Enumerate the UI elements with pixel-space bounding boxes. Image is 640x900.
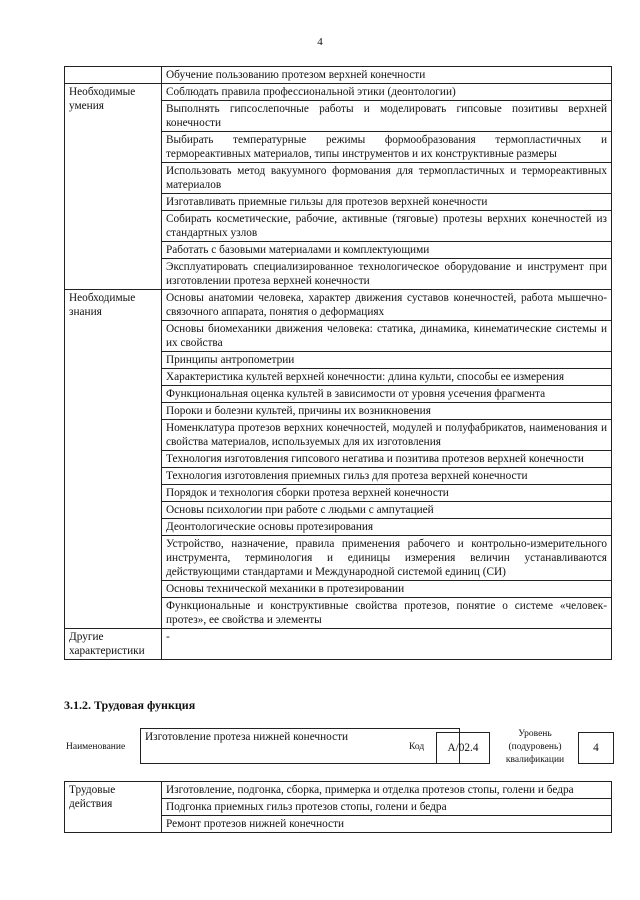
- table-row: [65, 290, 612, 321]
- table-cell: Устройство, назначение, правила применения рабочего и контрольно-измерительного инструмента, терминология и единицы измерения величин устанавливаются действующими стандартами и Международной системой единиц (СИ): [162, 536, 612, 581]
- table-row: [65, 782, 612, 799]
- table-cell: Порядок и технология сборки протеза верхней конечности: [162, 485, 612, 502]
- table-cell: Основы анатомии человека, характер движения суставов конечностей, работа мышечно-связочного аппарата, понятия о деформациях: [162, 290, 612, 321]
- requirements-table: [64, 66, 612, 660]
- table-cell: Соблюдать правила профессиональной этики (деонтологии): [162, 84, 612, 101]
- code-label: Код: [409, 742, 425, 752]
- table-cell: Работать с базовыми материалами и комплектующими: [162, 242, 612, 259]
- table-cell: Основы технической механики в протезировании: [162, 581, 612, 598]
- row-group-label: Другие характеристики: [65, 629, 162, 660]
- table-cell: Пороки и болезни культей, причины их возникновения: [162, 403, 612, 420]
- table-cell: Выбирать температурные режимы формообразования термопластичных и термореактивных материалов, типы инструментов и их конструктивные размеры: [162, 132, 612, 163]
- table-cell: Выполнять гипсослепочные работы и моделировать гипсовые позитивы верхней конечности: [162, 101, 612, 132]
- table-row: [65, 84, 612, 101]
- table-cell: Обучение пользованию протезом верхней конечности: [162, 67, 612, 84]
- table-cell: Изготовление, подгонка, сборка, примерка и отделка протезов стопы, голени и бедра: [162, 782, 612, 799]
- table-cell: Использовать метод вакуумного формования для термопластичных и термореактивных материалов: [162, 163, 612, 194]
- table-row: [65, 629, 612, 660]
- labor-actions-table-body: [65, 782, 612, 833]
- row-group-label: [65, 67, 162, 84]
- labor-function-header: [64, 728, 612, 770]
- section-title: 3.1.2. Трудовая функция: [64, 698, 196, 712]
- name-value: Изготовление протеза нижней конечности: [140, 728, 460, 764]
- table-cell: Номенклатура протезов верхних конечностей, модулей и полуфабрикатов, наименования и свойства материалов, используемых для их изготовления: [162, 420, 612, 451]
- page-number: 4: [317, 36, 323, 48]
- requirements-table-body: [65, 67, 612, 660]
- table-cell: Характеристика культей верхней конечности: длина культи, способы ее измерения: [162, 369, 612, 386]
- row-group-label: Необходимые умения: [65, 84, 162, 290]
- table-cell: -: [162, 629, 612, 660]
- table-cell: Изготавливать приемные гильзы для протезов верхней конечности: [162, 194, 612, 211]
- table-cell: Функциональная оценка культей в зависимости от уровня усечения фрагмента: [162, 386, 612, 403]
- table-cell: Основы биомеханики движения человека: статика, динамика, кинематические системы и их свойства: [162, 321, 612, 352]
- table-cell: Подгонка приемных гильз протезов стопы, голени и бедра: [162, 799, 612, 816]
- row-group-label: Трудовые действия: [65, 782, 162, 833]
- level-label: Уровень (подуровень) квалификации: [505, 729, 565, 765]
- table-cell: Технология изготовления приемных гильз для протеза верхней конечности: [162, 468, 612, 485]
- table-cell: Принципы антропометрии: [162, 352, 612, 369]
- table-cell: Собирать косметические, рабочие, активные (тяговые) протезы верхних конечностей из стандартных узлов: [162, 211, 612, 242]
- table-cell: Деонтологические основы протезирования: [162, 519, 612, 536]
- table-cell: Функциональные и конструктивные свойства протезов, понятие о системе «человек-протез», ее свойства и элементы: [162, 598, 612, 629]
- code-value: А/02.4: [436, 732, 490, 764]
- table-cell: Эксплуатировать специализированное технологическое оборудование и инструмент при изготовлении протеза верхней конечности: [162, 259, 612, 290]
- table-cell: Основы психологии при работе с людьми с ампутацией: [162, 502, 612, 519]
- level-value: 4: [578, 732, 614, 764]
- table-row: [65, 67, 612, 84]
- table-cell: Ремонт протезов нижней конечности: [162, 816, 612, 833]
- name-label: Наименование: [66, 742, 126, 752]
- labor-actions-table: [64, 781, 612, 833]
- row-group-label: Необходимые знания: [65, 290, 162, 629]
- table-cell: Технология изготовления гипсового негатива и позитива протезов верхней конечности: [162, 451, 612, 468]
